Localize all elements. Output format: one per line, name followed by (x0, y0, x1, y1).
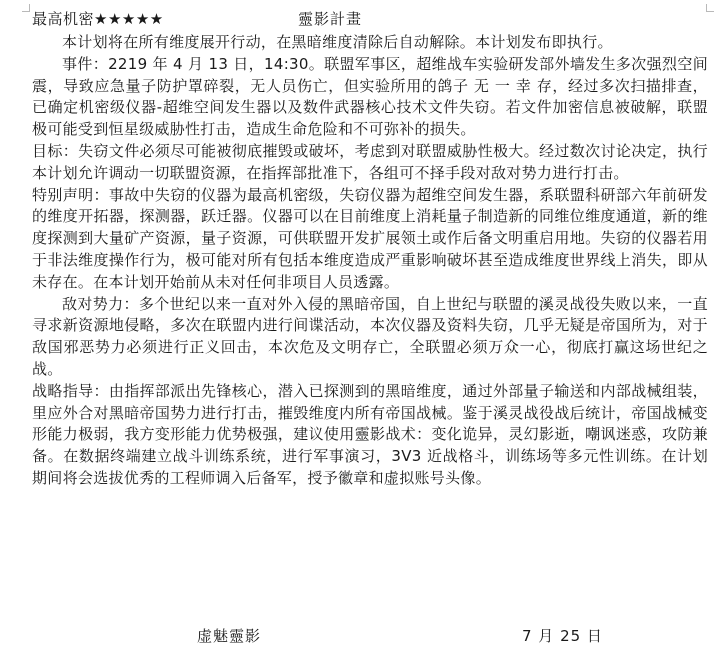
document-title: 靈影計畫 (298, 10, 363, 28)
paragraph-special-statement: 特别声明：事故中失窃的仪器为最高机密级，失窃仪器为超维空间发生器，系联盟科研部六年前研发的维度开拓器，探测器，跃迁器。仪器可以在目前维度上消耗量子制造新的同维位维度通道，新的维度探测到大量矿产资源，量子资源，可供联盟开发扩展领土或作后备文明重启用地。失窃的仪器若用于非法维度操作行为，极可能对所有包括本维度造成严重影响破坏甚至造成维度世界线上消失，即从未存在。在本计划开始前从未对任何非项目人员透露。 (32, 185, 708, 291)
paragraph-intro: 本计划将在所有维度展开行动，在黑暗维度清除后自动解除。本计划发布即执行。 (62, 33, 613, 51)
document-date: 7 月 25 日 (522, 627, 603, 645)
paragraph-objective: 目标：失窃文件必须尽可能被彻底摧毁或破坏，考虑到对联盟威胁性极大。经过数次讨论决定，执行本计划允许调动一切联盟资源，在指挥部批准下，各组可不择手段对敌对势力进行打击。 (32, 141, 708, 182)
classification-label: 最高机密★★★★★ (32, 10, 164, 28)
paragraph-incident: 事件：2219 年 4 月 13 日，14:30。联盟军事区，超维战车实验研发部外墙发生多次强烈空间震，导致应急量子防护罩碎裂，无人员伤亡，但实验所用的鸽子 无 一 幸 存，经过多次扫描排查，已确定机密级仪器-超维空间发生器以及数件武器核心技术文件失窃。若文件加密信息被破解，联盟极可能受到恒星级威胁性打击，造成生命危险和不可弥补的损失。 (32, 54, 708, 139)
document-footer (0, 621, 720, 651)
signature: 虚魅靈影 (197, 627, 262, 645)
paragraph-strategy: 战略指导：由指挥部派出先锋核心，潜入已探测到的黑暗维度，通过外部量子输送和内部战械组装，里应外合对黑暗帝国势力进行打击，摧毁维度内所有帝国战械。鉴于溪灵战役战后统计，帝国战械变形能力极弱，我方变形能力优势极强，建议使用靈影战术：变化诡异，灵幻影逝，嘲讽迷惑，攻防兼备。在数据终端建立战斗训练系统，进行军事演习，3V3 近战格斗，训练场等多元性训练。在计划期间将会选拔优秀的工程师调入后备军，授予徽章和虚拟账号头像。 (32, 381, 708, 487)
paragraph-hostile-forces: 敌对势力：多个世纪以来一直对外入侵的黑暗帝国，自上世纪与联盟的溪灵战役失败以来，一直寻求新资源地侵略，多次在联盟内进行间谍活动，本次仪器及资料失窃，几乎无疑是帝国所为，对于敌国邪恶势力必须进行正义回击，本次危及文明存亡，全联盟必须万众一心，彻底打赢这场世纪之战。 (32, 294, 708, 378)
document-header (32, 6, 708, 32)
page-corner-mark-top-left (22, 4, 30, 12)
document-body (32, 32, 708, 490)
